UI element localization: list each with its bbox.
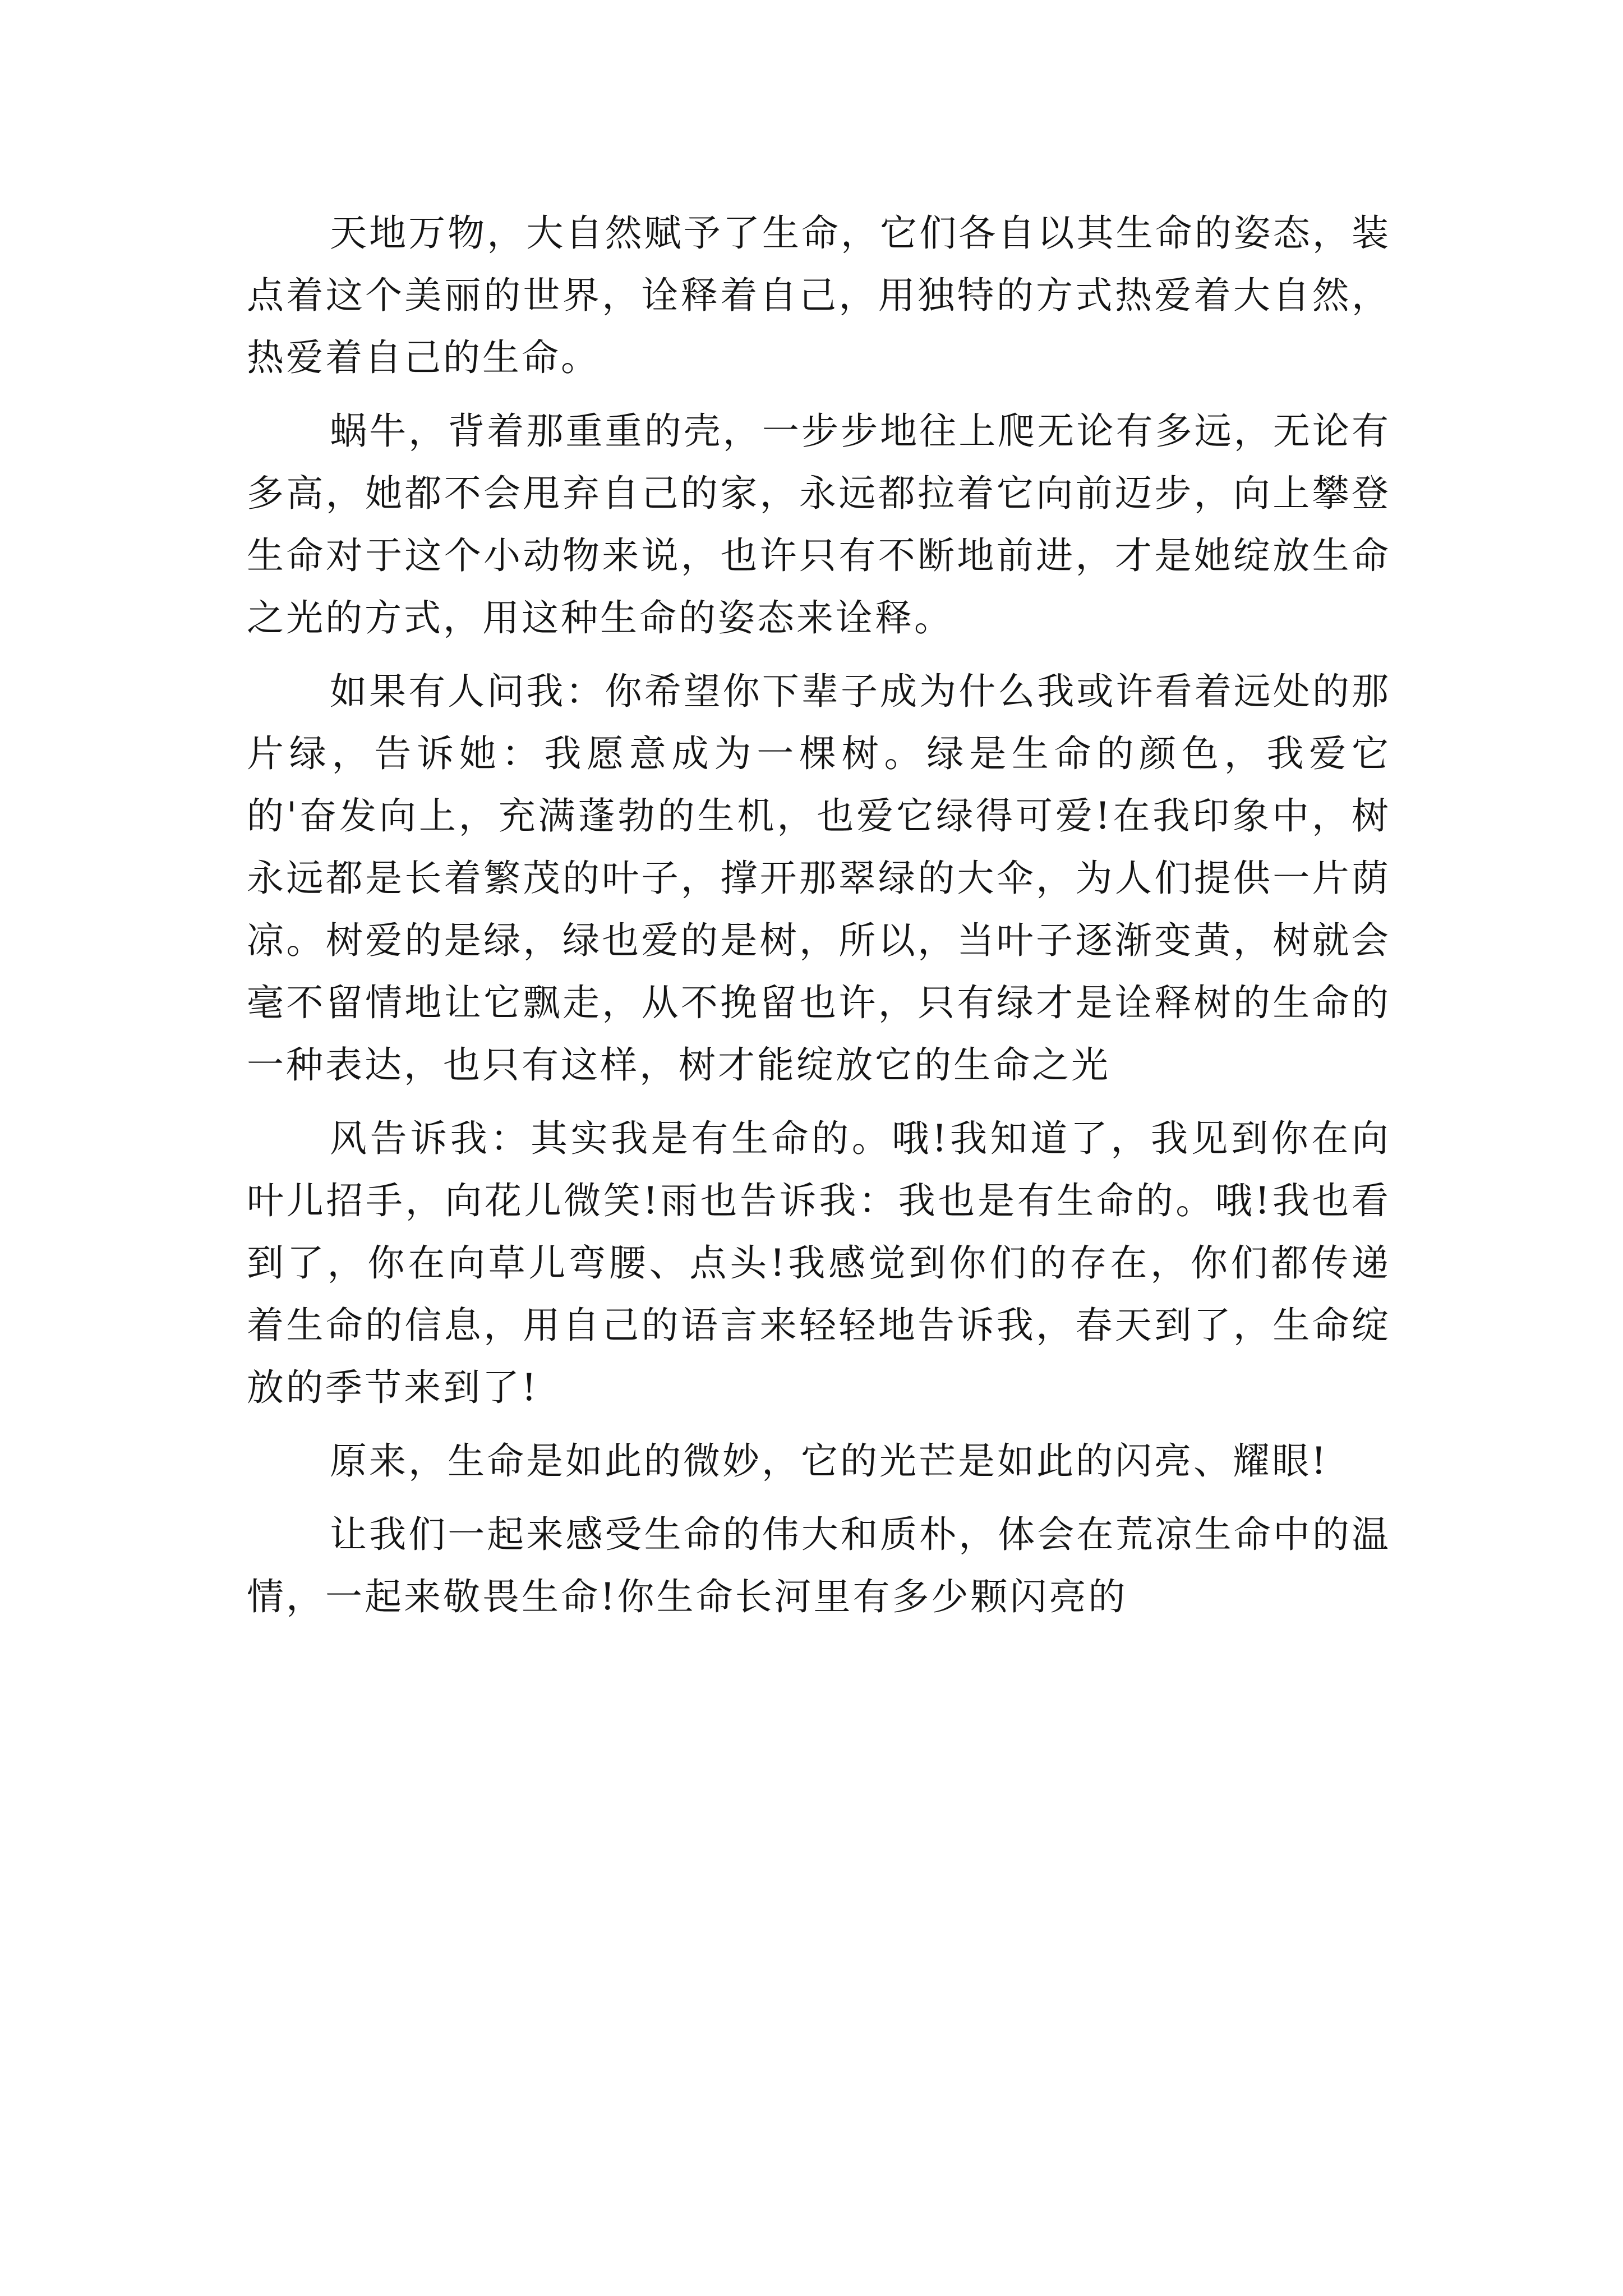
paragraph: 风告诉我：其实我是有生命的。哦!我知道了，我见到你在向叶儿招手，向花儿微笑!雨也告诉我：我也是有生命的。哦!我也看到了，你在向草儿弯腰、点头!我感觉到你们的存在，你们都传递着生命的信息，用自己的语言来轻轻地告诉我，春天到了，生命绽放的季节来到了! — [247, 1117, 1391, 1409]
paragraph: 让我们一起来感受生命的伟大和质朴，体会在荒凉生命中的温情，一起来敬畏生命!你生命长河里有多少颗闪亮的 — [247, 1513, 1391, 1618]
paragraph: 如果有人问我：你希望你下辈子成为什么我或许看着远处的那片绿，告诉她：我愿意成为一棵树。绿是生命的颜色，我爱它的'奋发向上，充满蓬勃的生机，也爱它绿得可爱!在我印象中，树永远都是长着繁茂的叶子，撑开那翠绿的大伞，为人们提供一片荫凉。树爱的是绿，绿也爱的是树，所以，当叶子逐渐变黄，树就会毫不留情地让它飘走，从不挽留也许，只有绿才是诠释树的生命的一种表达，也只有这样，树才能绽放它的生命之光 — [247, 670, 1391, 1087]
paragraph: 原来，生命是如此的微妙，它的光芒是如此的闪亮、耀眼! — [330, 1439, 1329, 1483]
paragraph: 蜗牛，背着那重重的壳，一步步地往上爬无论有多远，无论有多高，她都不会甩弃自己的家，永远都拉着它向前迈步，向上攀登生命对于这个小动物来说，也许只有不断地前进，才是她绽放生命之光的方式，用这种生命的姿态来诠释。 — [247, 409, 1391, 639]
document-body — [247, 202, 1391, 1639]
paragraph: 天地万物，大自然赋予了生命，它们各自以其生命的姿态，装点着这个美丽的世界，诠释着自己，用独特的方式热爱着大自然，热爱着自己的生命。 — [247, 211, 1391, 379]
